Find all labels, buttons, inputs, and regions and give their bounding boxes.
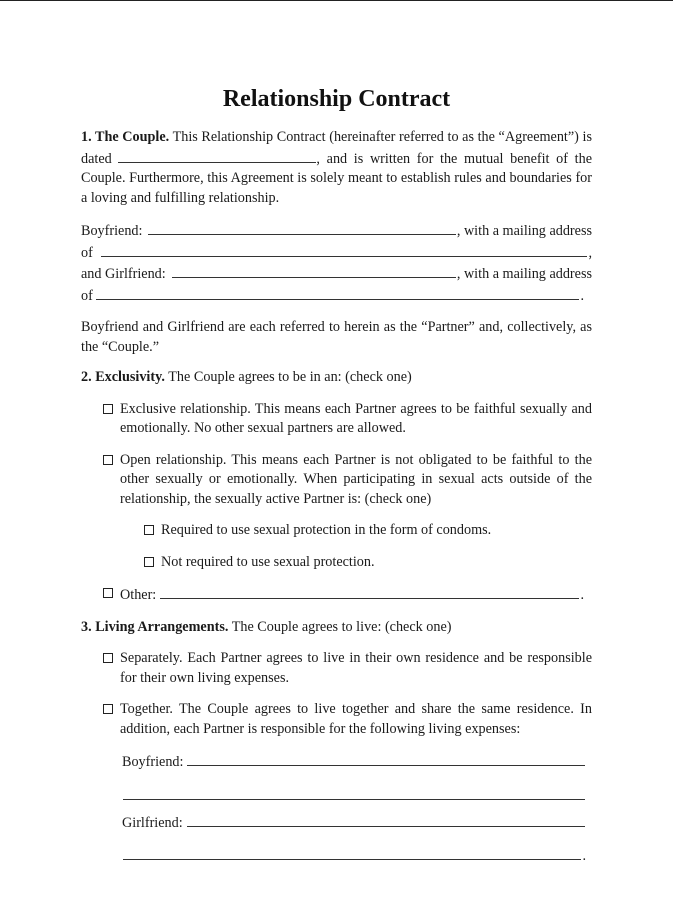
option-open	[103, 451, 592, 510]
expenses-block	[122, 751, 592, 867]
option-protection-not-required	[144, 553, 592, 573]
girlfriend-of-label: of	[81, 287, 93, 304]
section-3-heading: 3. Living Arrangements.	[81, 618, 229, 635]
boyfriend-label: Boyfriend:	[81, 223, 143, 239]
boyfriend-expenses-label: Boyfriend:	[122, 754, 184, 770]
girlfriend-address-blank[interactable]	[96, 285, 580, 300]
boyfriend-address-comma: ,	[588, 244, 592, 261]
other-blank[interactable]	[160, 584, 579, 599]
boyfriend-expenses-row-2	[122, 785, 586, 800]
document-title: Relationship Contract	[222, 86, 451, 112]
exclusive-text: Exclusive relationship. This means each Partner agrees to be faithful sexually and emotionally. No other sexual partners are allowed.	[120, 400, 592, 436]
boyfriend-of-label: of	[81, 244, 93, 261]
section-1-heading: 1. The Couple.	[81, 129, 170, 145]
girlfriend-expenses-row-2	[122, 845, 586, 867]
option-exclusive	[103, 400, 592, 439]
section-1-text-b: , and is written for the mutual benefit of the Couple. Furthermore, this Agreement is solely meant to establish rules and boundaries for a loving and fulfilling relationship.	[81, 150, 592, 206]
open-text: Open relationship. This means each Partner is not obligated to be faithful to the other sexually or emotionally. When participating in sexual acts outside of the relationship, the sexually active Partner is: (check one)	[120, 451, 592, 507]
open-checkbox[interactable]	[103, 455, 113, 465]
section-1-text-a: This Relationship Contract (hereinafter referred to as the “Agreement”) is dated	[81, 129, 592, 167]
protection-not-required-text: Not required to use sexual protection.	[161, 553, 375, 570]
girlfriend-expenses-label: Girlfriend:	[122, 814, 183, 831]
girlfriend-name-row	[81, 263, 592, 285]
together-checkbox[interactable]	[103, 704, 113, 714]
boyfriend-name-blank[interactable]	[148, 220, 455, 235]
exclusive-checkbox[interactable]	[103, 404, 113, 414]
partner-definition: Boyfriend and Girlfriend are each referred to herein as the “Partner” and, collectively, as the “Couple.”	[81, 319, 592, 355]
parties-block	[81, 220, 592, 306]
girlfriend-expenses-row	[122, 812, 586, 834]
section-3-intro: The Couple agrees to live: (check one)	[231, 618, 452, 635]
other-label: Other:	[120, 587, 157, 603]
other-checkbox[interactable]	[103, 588, 113, 598]
section-2-paragraph	[81, 368, 592, 388]
contract-document	[81, 84, 592, 867]
section-1-paragraph	[81, 128, 592, 208]
boyfriend-address-blank[interactable]	[101, 242, 588, 257]
separately-checkbox[interactable]	[103, 653, 113, 663]
option-protection-required	[144, 521, 592, 541]
girlfriend-address-row	[81, 285, 592, 307]
other-row	[120, 584, 584, 606]
girlfriend-label: and Girlfriend:	[81, 266, 166, 282]
girlfriend-expenses-period: .	[582, 848, 586, 864]
separately-text: Separately. Each Partner agrees to live in their own residence and be responsible for their own living expenses.	[120, 650, 592, 686]
other-period: .	[580, 587, 584, 603]
boyfriend-expenses-blank[interactable]	[187, 751, 585, 766]
girlfriend-mailing-label: , with a mailing address	[456, 266, 592, 282]
boyfriend-mailing-label: , with a mailing address	[456, 223, 592, 239]
girlfriend-expenses-blank[interactable]	[187, 812, 585, 827]
boyfriend-expenses-blank-2[interactable]	[123, 785, 585, 800]
protection-required-checkbox[interactable]	[144, 525, 154, 535]
girlfriend-name-blank[interactable]	[172, 263, 456, 278]
protection-not-required-checkbox[interactable]	[144, 557, 154, 567]
section-2-intro: The Couple agrees to be in an: (check one)	[168, 369, 412, 385]
agreement-date-blank[interactable]	[118, 148, 316, 163]
section-3-paragraph	[81, 618, 592, 638]
girlfriend-address-period: .	[580, 287, 584, 304]
boyfriend-address-row	[81, 242, 592, 264]
girlfriend-expenses-blank-2[interactable]	[123, 845, 581, 860]
option-together	[103, 700, 592, 739]
section-2-heading: 2. Exclusivity.	[81, 369, 165, 385]
option-separately	[103, 649, 592, 688]
boyfriend-expenses-row	[122, 751, 586, 773]
option-other	[103, 584, 592, 606]
together-text: Together. The Couple agrees to live together and share the same residence. In addition, each Partner is responsible for the following living expenses:	[120, 701, 592, 737]
boyfriend-name-row	[81, 220, 592, 242]
page-top-border	[0, 0, 673, 1]
protection-required-text: Required to use sexual protection in the form of condoms.	[161, 522, 492, 538]
